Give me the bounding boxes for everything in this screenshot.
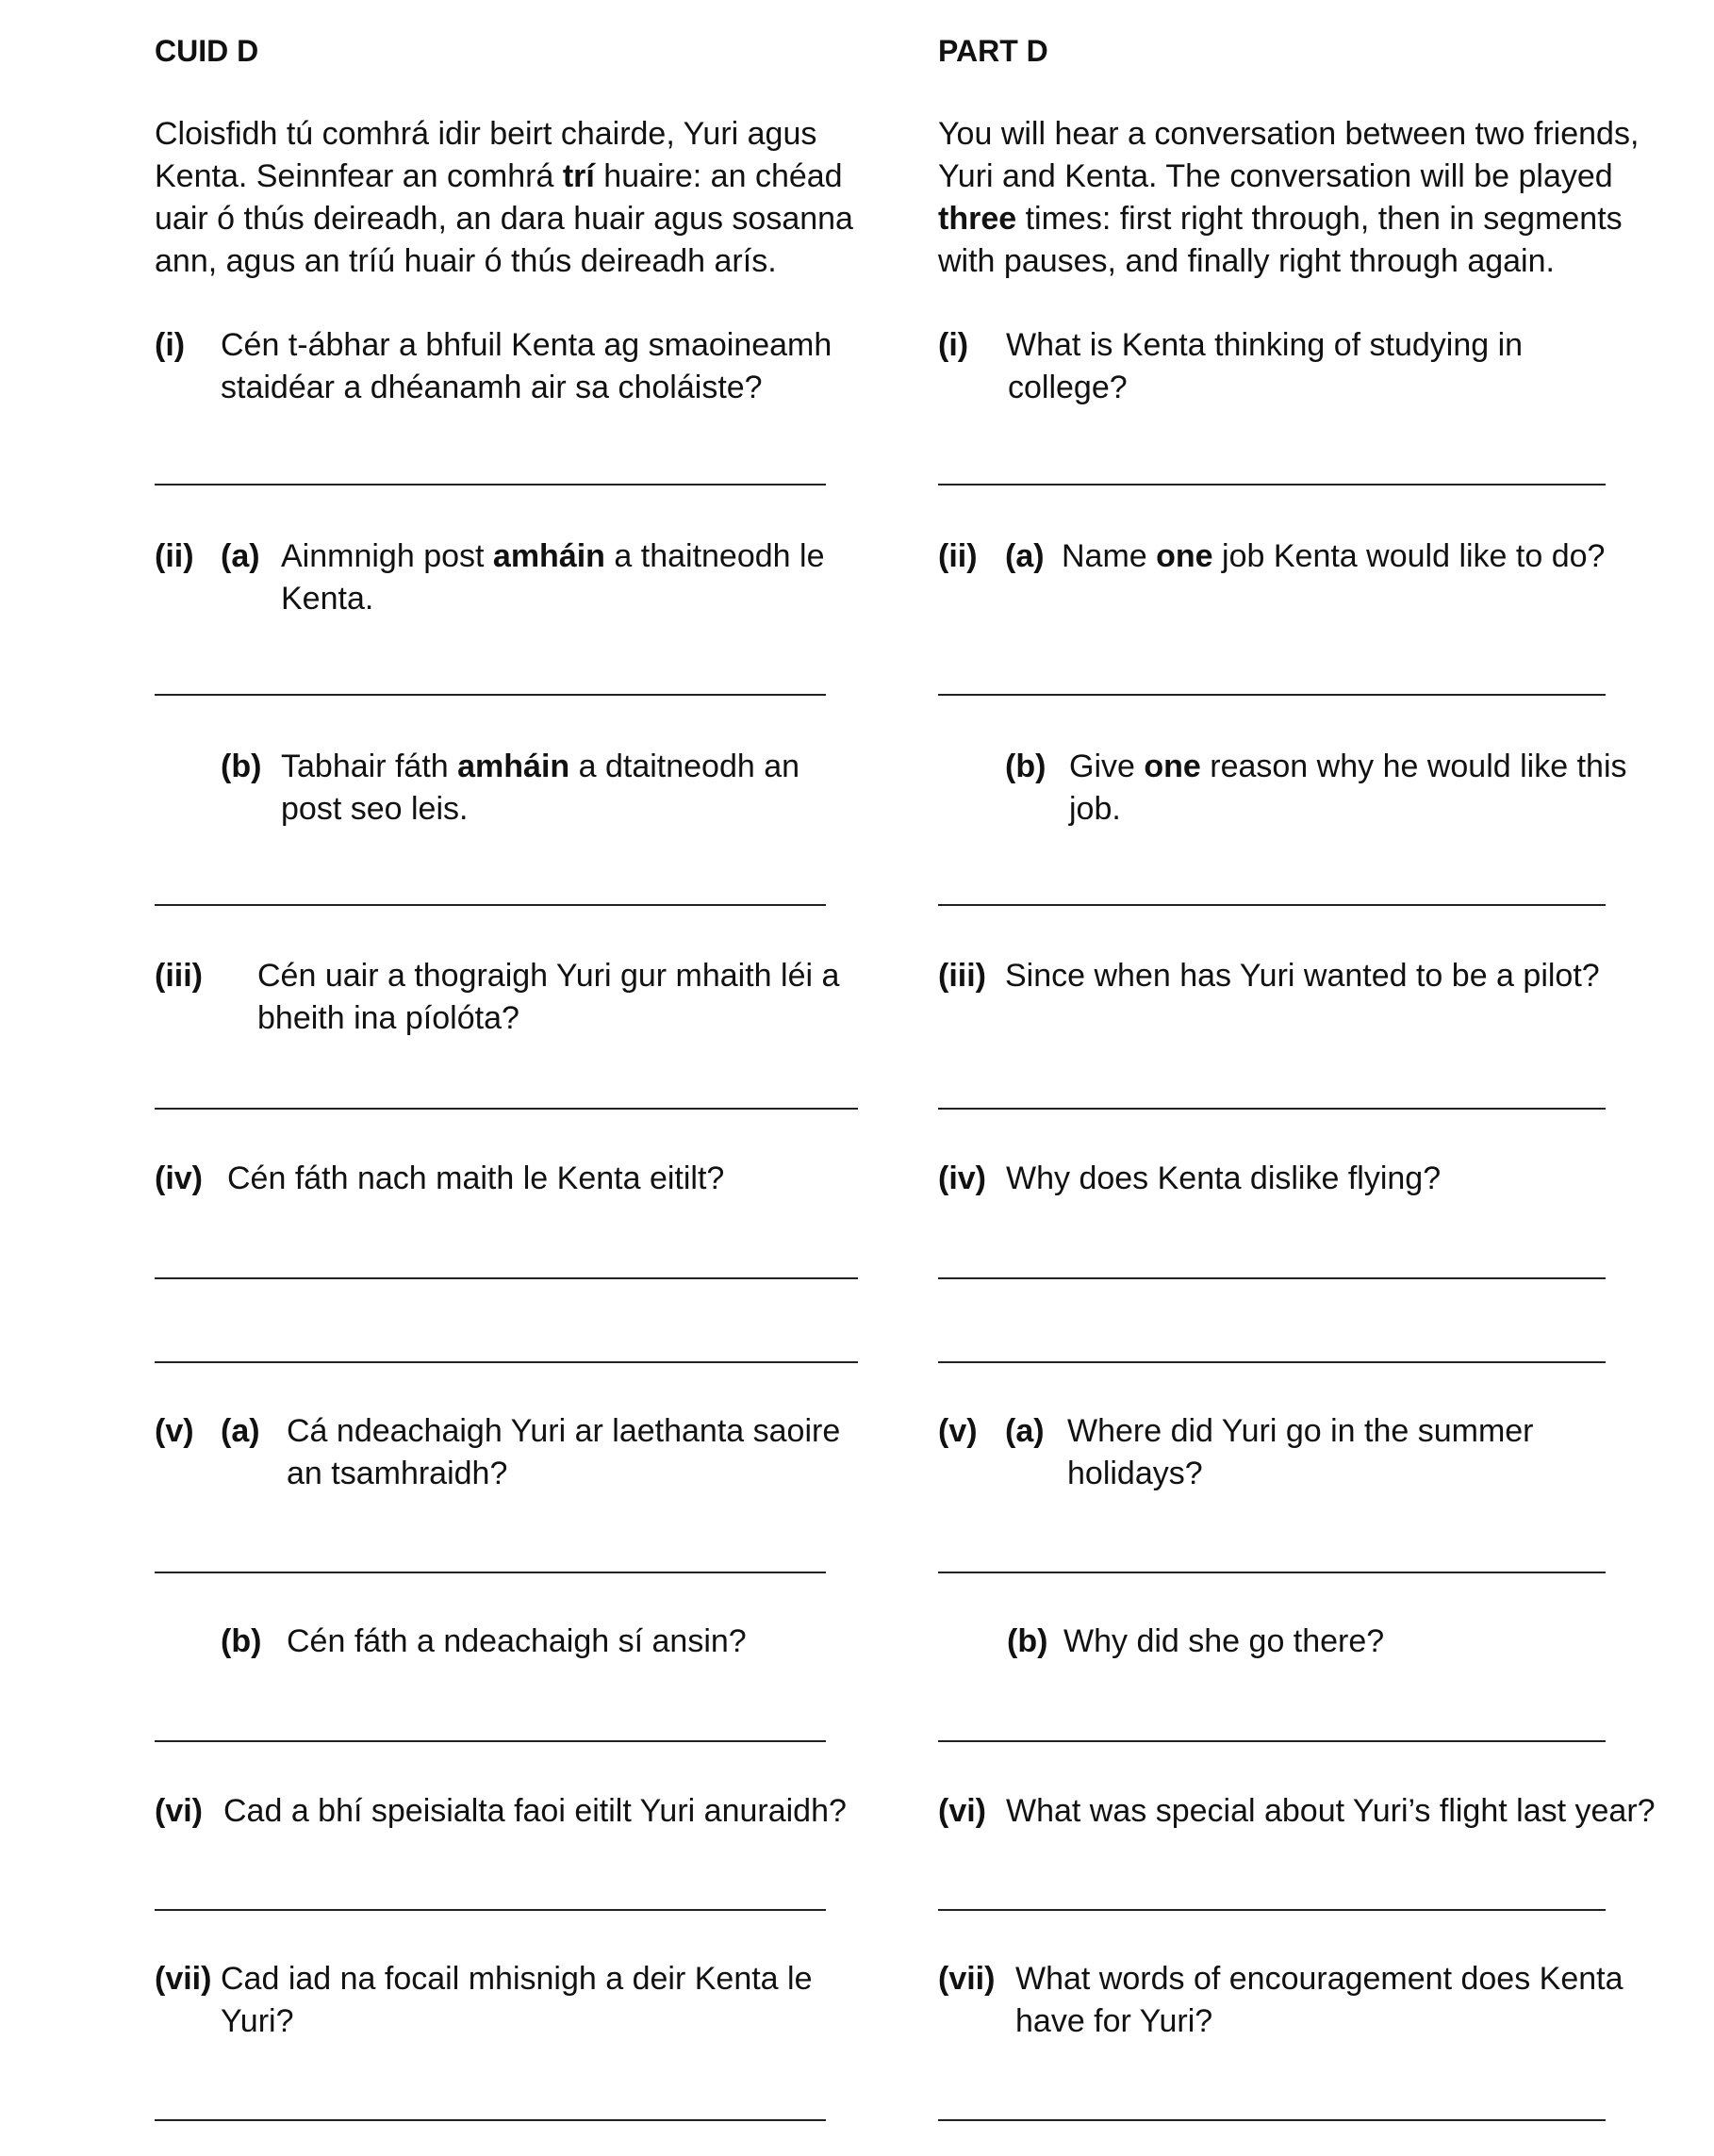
english-q2b-text: job. xyxy=(1069,791,1121,827)
english-q5a-text: holidays? xyxy=(1067,1456,1203,1491)
english-q2-number: (ii) xyxy=(938,538,978,574)
english-q6-answer-line[interactable] xyxy=(938,1909,1606,1911)
irish-q6-answer-line[interactable] xyxy=(155,1909,826,1911)
english-q2a-answer-line[interactable] xyxy=(938,694,1606,696)
irish-heading: CUID D xyxy=(155,34,259,68)
english-q1-text: What is Kenta thinking of studying in xyxy=(1006,327,1524,363)
english-q2a-letter: (a) xyxy=(1005,538,1045,574)
english-q5b-answer-line[interactable] xyxy=(938,1740,1606,1742)
irish-intro-line: uair ó thús deireadh, an dara huair agus sosanna xyxy=(155,201,853,237)
irish-q7-text: Yuri? xyxy=(221,2003,294,2039)
english-q6-number: (vi) xyxy=(938,1793,986,1829)
irish-q4-text: Cén fáth nach maith le Kenta eitilt? xyxy=(227,1160,725,1196)
irish-q5b-answer-line[interactable] xyxy=(155,1740,826,1742)
irish-q5a-text: an tsamhraidh? xyxy=(287,1456,508,1491)
irish-intro-line: Cloisfidh tú comhrá idir beirt chairde, Yuri agus xyxy=(155,116,817,152)
english-q2a-emphasis: one xyxy=(1156,538,1213,574)
english-q2b-text-part: reason why he would like this xyxy=(1200,749,1627,784)
irish-q3-text: bheith ina píolóta? xyxy=(257,1000,519,1036)
irish-q2a-text-part: a thaitneodh le xyxy=(604,538,825,574)
irish-q6-text: Cad a bhí speisialta faoi eitilt Yuri anuraidh? xyxy=(223,1793,847,1829)
irish-q2a-text: Kenta. xyxy=(281,581,374,617)
irish-q1-number: (i) xyxy=(155,327,186,363)
irish-q2b-text-part: Tabhair fáth xyxy=(281,749,458,784)
english-q4-answer-line[interactable] xyxy=(938,1361,1606,1363)
english-intro-line: with pauses, and finally right through again. xyxy=(938,243,1555,279)
irish-q1-text: Cén t-ábhar a bhfuil Kenta ag smaoineamh xyxy=(221,327,832,363)
irish-q2a-text-part: Ainmnigh post xyxy=(281,538,493,574)
irish-q5a-answer-line[interactable] xyxy=(155,1572,826,1573)
english-q3-text: Since when has Yuri wanted to be a pilot? xyxy=(1005,958,1600,994)
irish-q2b-text-part: a dtaitneodh an xyxy=(569,749,800,784)
english-q7-answer-line[interactable] xyxy=(938,2119,1606,2121)
irish-q4-answer-line[interactable] xyxy=(155,1361,858,1363)
irish-q2-number: (ii) xyxy=(155,538,194,574)
irish-q1-answer-line[interactable] xyxy=(155,484,826,486)
english-q2b-text xyxy=(1069,746,1627,788)
irish-q2b-letter: (b) xyxy=(221,749,262,784)
english-intro-line: You will hear a conversation between two friends, xyxy=(938,116,1640,152)
english-q3-answer-line[interactable] xyxy=(938,1108,1606,1110)
irish-q6-number: (vi) xyxy=(155,1793,203,1829)
irish-q2a-emphasis: amháin xyxy=(492,538,605,574)
irish-intro-emphasis: trí xyxy=(562,158,595,194)
english-q5-number: (v) xyxy=(938,1413,978,1449)
irish-q4-answer-line[interactable] xyxy=(155,1277,858,1279)
irish-q7-number: (vii) xyxy=(155,1961,212,1997)
english-q5b-text: Why did she go there? xyxy=(1063,1623,1385,1659)
english-q2a-text-part: Name xyxy=(1062,538,1157,574)
irish-q7-text: Cad iad na focail mhisnigh a deir Kenta le xyxy=(221,1961,813,1997)
irish-q2b-text xyxy=(281,746,799,788)
irish-intro-text: huaire: an chéad xyxy=(594,158,843,194)
english-q1-number: (i) xyxy=(938,327,969,363)
irish-q3-answer-line[interactable] xyxy=(155,1108,858,1110)
english-q1-answer-line[interactable] xyxy=(938,484,1606,486)
irish-intro-line: ann, agus an tríú huair ó thús deireadh arís. xyxy=(155,243,777,279)
english-q4-answer-line[interactable] xyxy=(938,1277,1606,1279)
english-q2a-text-part: job Kenta would like to do? xyxy=(1212,538,1606,574)
irish-q4-number: (iv) xyxy=(155,1160,203,1196)
irish-q1-text: staidéar a dhéanamh air sa choláiste? xyxy=(221,370,763,405)
english-q2a-text xyxy=(1062,535,1605,578)
irish-q2b-answer-line[interactable] xyxy=(155,904,826,906)
irish-q7-answer-line[interactable] xyxy=(155,2119,826,2121)
irish-q3-text: Cén uair a thograigh Yuri gur mhaith léi a xyxy=(257,958,840,994)
irish-intro-text: Kenta. Seinnfear an comhrá xyxy=(155,158,563,194)
irish-intro-line xyxy=(155,156,843,198)
english-q7-text: What words of encouragement does Kenta xyxy=(1015,1961,1623,1997)
english-intro-line xyxy=(938,198,1623,240)
english-q5a-answer-line[interactable] xyxy=(938,1572,1606,1573)
irish-q5b-text: Cén fáth a ndeachaigh sí ansin? xyxy=(287,1623,747,1659)
english-q5b-letter: (b) xyxy=(1007,1623,1048,1659)
english-intro-text: times: first right through, then in segments xyxy=(1016,201,1623,237)
irish-q2b-text: post seo leis. xyxy=(281,791,469,827)
irish-q5-number: (v) xyxy=(155,1413,194,1449)
english-q5a-letter: (a) xyxy=(1005,1413,1045,1449)
english-q1-text: college? xyxy=(1008,370,1128,405)
irish-q2a-answer-line[interactable] xyxy=(155,694,826,696)
english-q6-text: What was special about Yuri’s flight last year? xyxy=(1006,1793,1656,1829)
english-q2b-answer-line[interactable] xyxy=(938,904,1606,906)
english-q5a-text: Where did Yuri go in the summer xyxy=(1067,1413,1534,1449)
irish-q2b-emphasis: amháin xyxy=(457,749,570,784)
irish-q5a-text: Cá ndeachaigh Yuri ar laethanta saoire xyxy=(287,1413,841,1449)
irish-q2a-letter: (a) xyxy=(221,538,260,574)
english-q7-text: have for Yuri? xyxy=(1015,2003,1213,2039)
english-q2b-text-part: Give xyxy=(1069,749,1145,784)
english-heading: PART D xyxy=(938,34,1048,68)
irish-q3-number: (iii) xyxy=(155,958,203,994)
irish-q5a-letter: (a) xyxy=(221,1413,260,1449)
irish-q2a-text xyxy=(281,535,824,578)
english-intro-emphasis: three xyxy=(938,201,1017,237)
english-q7-number: (vii) xyxy=(938,1961,996,1997)
english-intro-line: Yuri and Kenta. The conversation will be played xyxy=(938,158,1613,194)
irish-q5b-letter: (b) xyxy=(221,1623,262,1659)
english-q2b-emphasis: one xyxy=(1144,749,1201,784)
english-q3-number: (iii) xyxy=(938,958,986,994)
english-q2b-letter: (b) xyxy=(1005,749,1047,784)
english-q4-number: (iv) xyxy=(938,1160,986,1196)
english-q4-text: Why does Kenta dislike flying? xyxy=(1006,1160,1442,1196)
